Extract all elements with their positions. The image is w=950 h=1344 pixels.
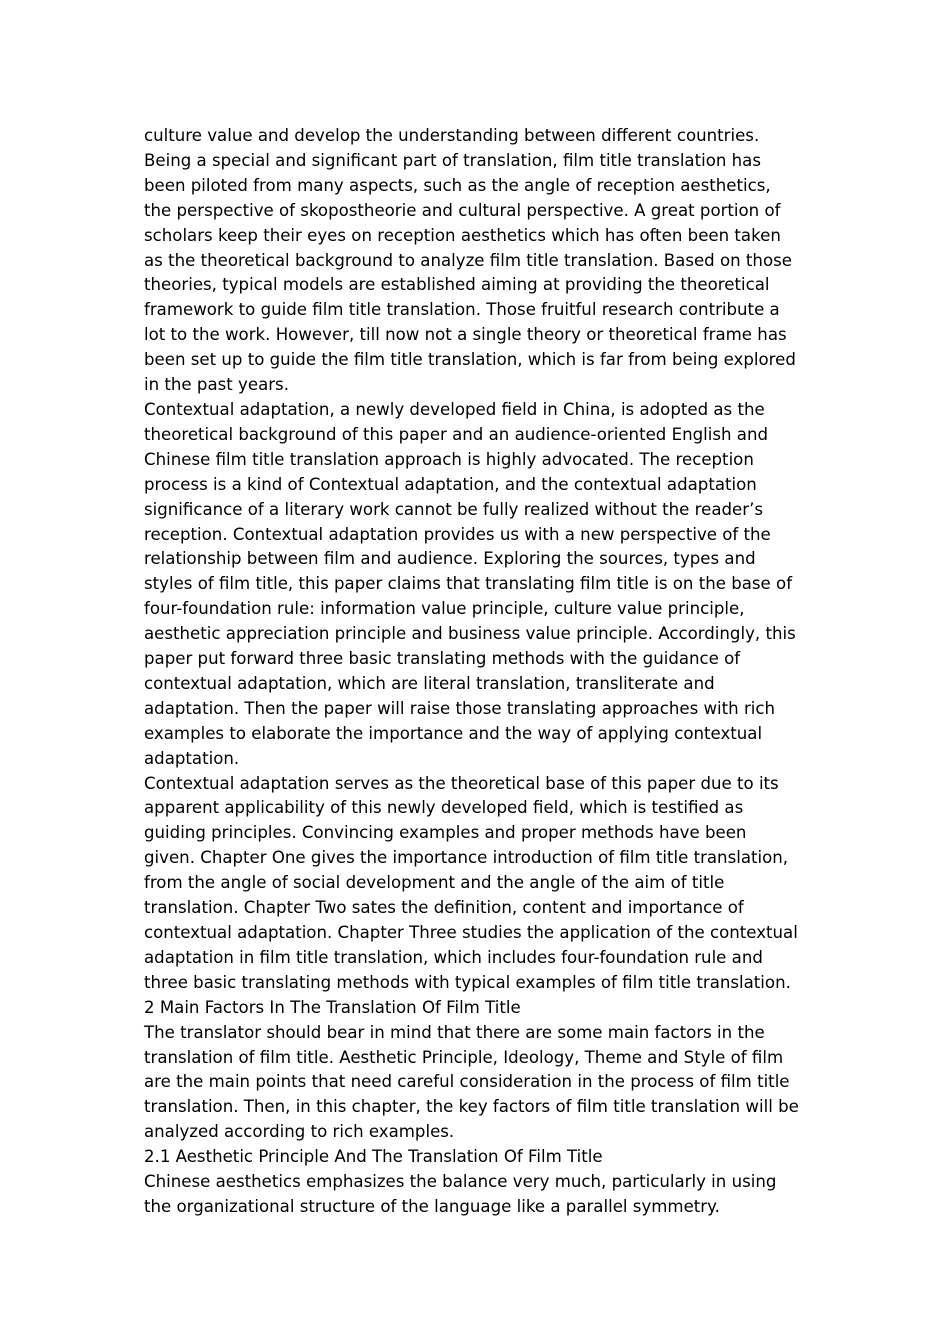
document-page <box>144 124 814 1220</box>
subsection-heading: 2.1 Aesthetic Principle And The Translation Of Film Title <box>144 1147 603 1167</box>
section-heading: 2 Main Factors In The Translation Of Film Title <box>144 997 521 1017</box>
body-paragraph: The translator should bear in mind that there are some main factors in the translation of film title. Aesthetic Principle, Ideology, Theme and Style of film are the main points that need careful consideration in the process of film title translation. Then, in this chapter, the key factors of film title translation will be analyzed according to rich examples. <box>144 1022 799 1142</box>
body-paragraph: culture value and develop the understanding between different countries. Being a special and significant part of translation, film title translation has been piloted from many aspects, such as the angle of reception aesthetics, the perspective of skopostheorie and cultural perspective. A great portion of scholars keep their eyes on reception aesthetics which has often been taken as the theoretical background to analyze film title translation. Based on those theories, typical models are established aiming at providing the theoretical framework to guide film title translation. Those fruitful research contribute a lot to the work. However, till now not a single theory or theoretical frame has been set up to guide the film title translation, which is far from being explored in the past years. <box>144 126 796 395</box>
body-paragraph: Contextual adaptation, a newly developed field in China, is adopted as the theoretical background of this paper and an audience-oriented English and Chinese film title translation approach is highly advocated. The reception process is a kind of Contextual adaptation, and the contextual adaptation significance of a literary work cannot be fully realized without the reader’s reception. Contextual adaptation provides us with a new perspective of the relationship between film and audience. Exploring the sources, types and styles of film title, this paper claims that translating film title is on the base of four-foundation rule: information value principle, culture value principle, aesthetic appreciation principle and business value principle. Accordingly, this paper put forward three basic translating methods with the guidance of contextual adaptation, which are literal translation, transliterate and adaptation. Then the paper will raise those translating approaches with rich examples to elaborate the importance and the way of applying contextual adaptation. <box>144 399 796 768</box>
body-paragraph: Contextual adaptation serves as the theoretical base of this paper due to its apparent applicability of this newly developed field, which is testified as guiding principles. Convincing examples and proper methods have been given. Chapter One gives the importance introduction of film title translation, from the angle of social development and the angle of the aim of title translation. Chapter Two sates the definition, content and importance of contextual adaptation. Chapter Three studies the application of the contextual adaptation in film title translation, which includes four-foundation rule and three basic translating methods with typical examples of film title translation. <box>144 773 798 992</box>
body-paragraph: Chinese aesthetics emphasizes the balance very much, particularly in using the organizational structure of the language like a parallel symmetry. <box>144 1172 777 1216</box>
